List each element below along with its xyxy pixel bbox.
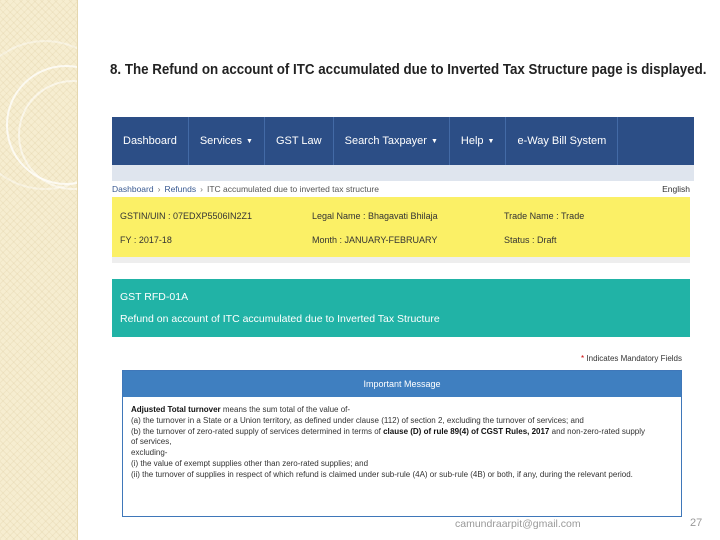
nav-sub-strip — [112, 165, 694, 181]
chevron-down-icon: ▼ — [487, 137, 495, 145]
legal-name-value: Legal Name : Bhagavati Bhilaja — [312, 211, 438, 221]
mandatory-fields-note — [581, 354, 682, 363]
nav-item-label: Dashboard — [123, 135, 177, 147]
fy-value: FY : 2017-18 — [120, 235, 172, 245]
important-message-box — [122, 370, 682, 517]
month-value: Month : JANUARY-FEBRUARY — [312, 235, 438, 245]
trade-name-value: Trade Name : Trade — [504, 211, 585, 221]
nav-item-label: e-Way Bill System — [517, 135, 607, 147]
message-definition — [131, 405, 673, 416]
nav-item-help[interactable] — [450, 117, 507, 165]
nav-item-label: GST Law — [275, 135, 322, 147]
message-intro: means the sum total of the value of- — [222, 405, 351, 414]
breadcrumb-link-refunds[interactable]: Refunds — [164, 184, 197, 194]
language-link[interactable]: English — [662, 184, 690, 194]
nav-item-dashboard[interactable] — [112, 117, 189, 165]
mandatory-star: * — [581, 354, 585, 363]
important-message-header: Important Message — [123, 371, 681, 397]
breadcrumb-current: ITC accumulated due to inverted tax structure — [206, 184, 379, 194]
message-line-b-pre: (b) the turnover of zero-rated supply of services determined in terms of — [131, 426, 384, 436]
mandatory-text: Indicates Mandatory Fields — [586, 354, 682, 363]
breadcrumb-separator: › — [200, 184, 203, 194]
nav-item-label: Help — [460, 135, 484, 147]
message-line-b-cont: of services, — [131, 437, 172, 447]
nav-item-label: Services — [199, 135, 243, 147]
top-navbar — [112, 117, 694, 165]
message-excluding: excluding- — [131, 448, 168, 458]
message-line-b-bold: clause (D) of rule 89(4) of CGST Rules, 2017 — [383, 426, 550, 436]
form-title: Refund on account of ITC accumulated due to Inverted Tax Structure — [120, 313, 440, 325]
decorative-side-band — [0, 0, 78, 540]
status-value: Status : Draft — [504, 235, 557, 245]
chevron-down-icon: ▼ — [430, 137, 438, 145]
message-line-ii: (ii) the turnover of supplies in respect of which refund is claimed under sub-rule (4A) or sub-rule (4B) or both, if any, during the relevant period. — [131, 469, 633, 479]
breadcrumb-link-dashboard[interactable]: Dashboard — [112, 184, 154, 194]
nav-item-services[interactable] — [189, 117, 265, 165]
message-line-b-post: and non-zero-rated supply — [549, 426, 646, 436]
gstin-value: GSTIN/UIN : 07EDXP5506IN2Z1 — [120, 211, 253, 221]
breadcrumb-separator: › — [157, 184, 161, 194]
page-number: 27 — [690, 517, 703, 529]
chevron-down-icon: ▼ — [246, 137, 253, 145]
nav-item-label: Search Taxpayer — [344, 135, 427, 147]
breadcrumb — [112, 183, 694, 195]
message-line-a: (a) the turnover in a State or a Union territory, as defined under clause (112) of section 2, excluding the turnover of services; and — [131, 415, 584, 425]
message-term: Adjusted Total turnover — [131, 405, 221, 414]
gst-portal-screenshot — [112, 117, 694, 517]
footer-email: camundraarpit@gmail.com — [455, 518, 581, 530]
nav-item-search-taxpayer[interactable] — [334, 117, 450, 165]
important-message-body — [123, 397, 681, 481]
taxpayer-info-box — [112, 197, 690, 263]
form-header-box — [112, 279, 690, 337]
nav-item-eway-bill[interactable] — [506, 117, 618, 165]
message-line-b — [131, 427, 673, 438]
nav-item-gst-law[interactable] — [265, 117, 334, 165]
form-code: GST RFD-01A — [120, 291, 189, 303]
slide-title: 8. The Refund on account of ITC accumulated due to Inverted Tax Structure page is displayed. — [110, 62, 707, 78]
message-line-i: (i) the value of exempt supplies other than zero-rated supplies; and — [131, 458, 369, 468]
